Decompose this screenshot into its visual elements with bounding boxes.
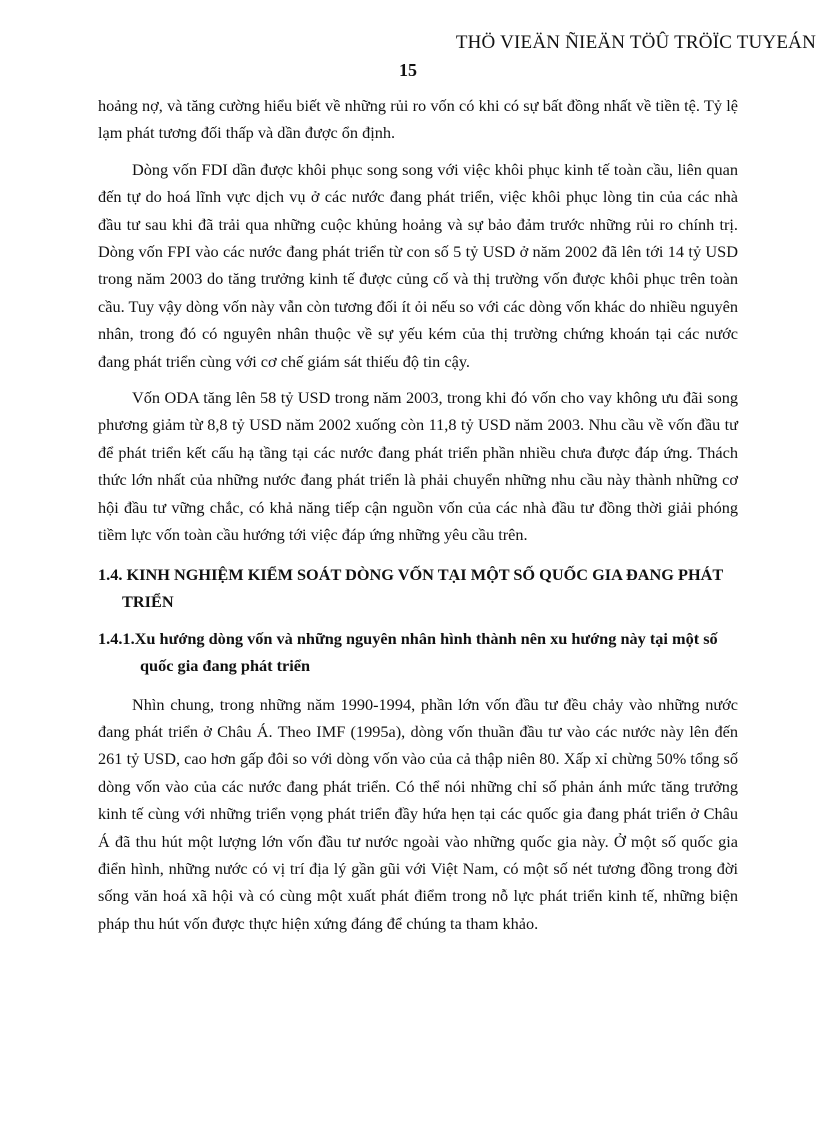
section-heading: 1.4. KINH NGHIỆM KIỂM SOÁT DÒNG VỐN TẠI MỘT SỐ QUỐC GIA ĐANG PHÁT TRIỂN [98, 564, 723, 611]
subsection-heading: 1.4.1.Xu hướng dòng vốn và những nguyên nhân hình thành nên xu hướng này tại một số quốc gia đang phát triển [98, 628, 718, 675]
page-number: 15 [399, 60, 417, 80]
paragraph-asia-capital-flows: Nhìn chung, trong những năm 1990-1994, phần lớn vốn đầu tư đều chảy vào những nước đang phát triển ở Châu Á. Theo IMF (1995a), dòng vốn thuần đầu tư vào các nước này lên đến 261 tỷ USD, cao hơn gấp đôi so với dòng vốn vào của cả thập niên 80. Xấp xỉ chừng 50% tổng số dòng vốn vào của các nước đang phát triển. Có thể nói những chỉ số phản ánh mức tăng trưởng kinh tế cùng với những triển vọng phát triển đầy hứa hẹn tại các quốc gia đang phát triển ở Châu Á đã thu hút một lượng lớn vốn đầu tư nước ngoài vào những quốc gia này. Ở một số quốc gia điển hình, những nước có vị trí địa lý gần gũi với Việt Nam, có một số nét tương đồng trong đời sống văn hoá xã hội và có cùng một xuất phát điểm trong nỗ lực phát triển kinh tế, những biện pháp thu hút vốn được thực hiện xứng đáng để chúng ta tham khảo. [98, 694, 738, 933]
paragraph-oda: Vốn ODA tăng lên 58 tỷ USD trong năm 2003, trong khi đó vốn cho vay không ưu đãi song phương giảm từ 8,8 tỷ USD năm 2002 xuống còn 11,8 tỷ USD năm 2003. Nhu cầu về vốn đầu tư để phát triển kết cấu hạ tầng tại các nước đang phát triển phần nhiều chưa được đáp ứng. Thách thức lớn nhất của những nước đang phát triển là phải chuyển những nhu cầu này thành những cơ hội đầu tư vững chắc, có khả năng tiếp cận nguồn vốn của các nhà đầu tư đồng thời giải phóng tiềm lực vốn toàn cầu hướng tới việc đáp ứng những yêu cầu trên. [98, 388, 738, 545]
paragraph-continuation: hoảng nợ, và tăng cường hiểu biết về những rủi ro vốn có khi có sự bất đồng nhất về tiền tệ. Tỷ lệ lạm phát tương đối thấp và dần được ổn định. [98, 96, 738, 143]
document-body [98, 92, 738, 946]
paragraph-fdi-fpi: Dòng vốn FDI dần được khôi phục song song với việc khôi phục kinh tế toàn cầu, liên quan đến tự do hoá lĩnh vực dịch vụ ở các nước đang phát triển, việc khôi phục lòng tin của các nhà đầu tư sau khi đã trải qua những cuộc khủng hoảng và sự bảo đảm trước những rủi ro chính trị. Dòng vốn FPI vào các nước đang phát triển từ con số 5 tỷ USD ở năm 2002 đã lên tới 14 tỷ USD trong năm 2003 do tăng trưởng kinh tế được củng cố và thị trường vốn được khôi phục trên toàn cầu. Tuy vậy dòng vốn này vẫn còn tương đối ít ỏi nếu so với các dòng vốn khác do nhiều nguyên nhân, trong đó có nguyên nhân thuộc về sự yếu kém của thị trường chứng khoán tại các nước đang phát triển cùng với cơ chế giám sát thiếu độ tin cậy. [98, 159, 738, 371]
running-header: THÖ VIEÄN ÑIEÄN TÖÛ TRÖÏC TUYEÁN [455, 32, 816, 53]
